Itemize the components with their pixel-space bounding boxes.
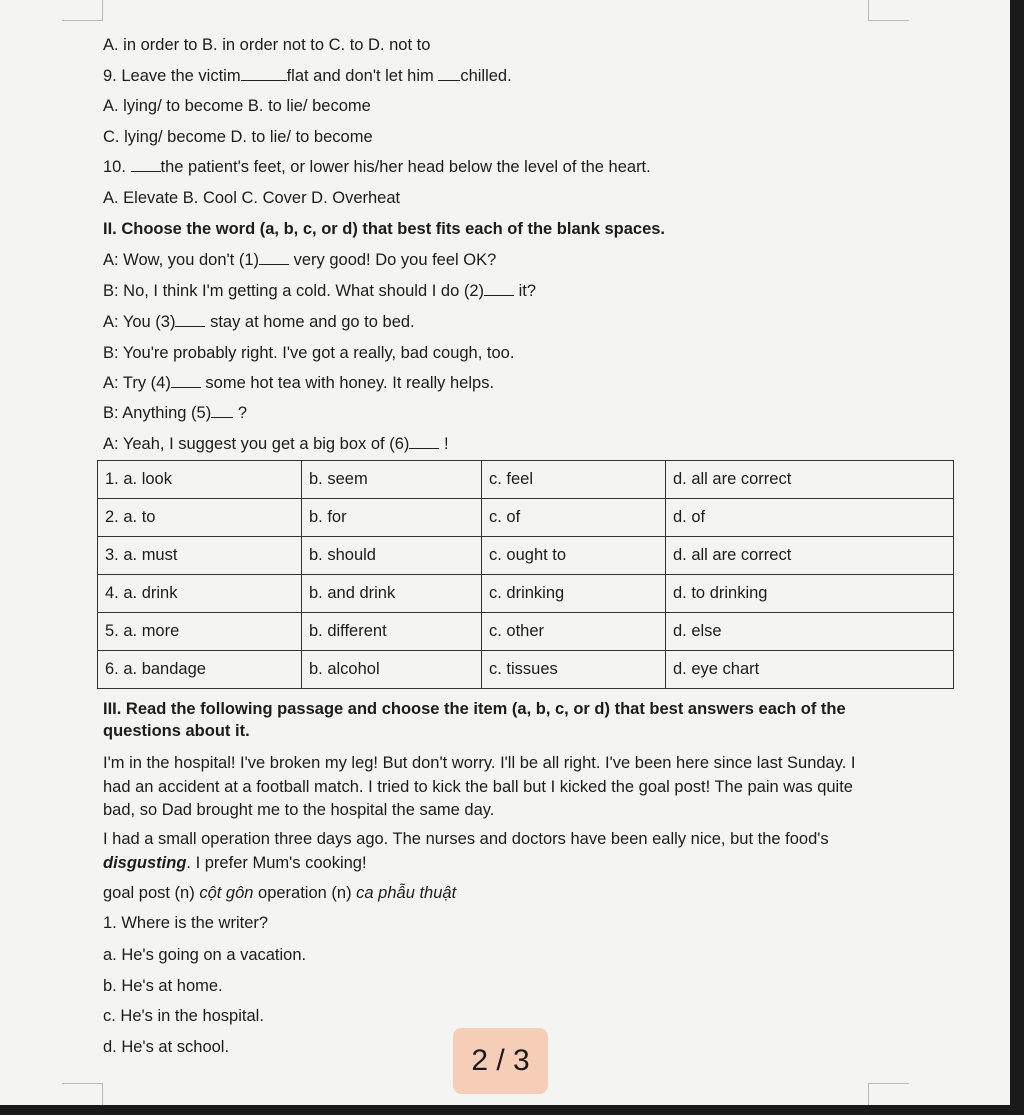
crop-mark <box>868 1083 909 1105</box>
table-cell: b. seem <box>302 461 482 499</box>
vocabulary-line: goal post (n) cột gôn operation (n) ca phẫu thuật <box>103 884 457 902</box>
table-cell: d. all are correct <box>666 461 954 499</box>
page-indicator: 2 / 3 <box>453 1028 548 1094</box>
table-cell: b. different <box>302 613 482 651</box>
answer-option: d. He's at school. <box>103 1038 230 1056</box>
table-cell: d. to drinking <box>666 575 954 613</box>
section-2-heading: II. Choose the word (a, b, c, or d) that best fits each of the blank spaces. <box>103 220 666 238</box>
dialogue-line: A: You (3) stay at home and go to bed. <box>103 313 415 331</box>
table-cell: c. of <box>482 499 666 537</box>
table-cell: b. and drink <box>302 575 482 613</box>
table-row <box>98 651 954 689</box>
table-cell: c. drinking <box>482 575 666 613</box>
table-cell: b. alcohol <box>302 651 482 689</box>
table-cell: c. feel <box>482 461 666 499</box>
dialogue-line: B: Anything (5) ? <box>103 404 247 422</box>
answer-option: a. He's going on a vacation. <box>103 946 307 964</box>
table-cell: d. of <box>666 499 954 537</box>
section-3-heading: III. Read the following passage and choose the item (a, b, c, or d) that best answers each of the questions about it. <box>103 700 846 740</box>
options-table <box>97 460 954 689</box>
passage-paragraph: I had a small operation three days ago. The nurses and doctors have been eally nice, but the food's disgusting. I prefer Mum's cooking! <box>103 830 829 872</box>
answer-option: b. He's at home. <box>103 977 223 995</box>
photo-edge <box>0 1105 1024 1115</box>
dialogue-line: B: No, I think I'm getting a cold. What should I do (2) it? <box>103 282 537 300</box>
table-cell: c. tissues <box>482 651 666 689</box>
table-cell: b. for <box>302 499 482 537</box>
question-1: 1. Where is the writer? <box>103 914 269 932</box>
dialogue-line: A: Try (4) some hot tea with honey. It really helps. <box>103 374 495 392</box>
answer-option: c. He's in the hospital. <box>103 1007 264 1025</box>
q10-options: A. Elevate B. Cool C. Cover D. Overheat <box>103 189 401 207</box>
table-cell: 5. a. more <box>98 613 302 651</box>
table-row <box>98 537 954 575</box>
table-cell: 3. a. must <box>98 537 302 575</box>
table-row <box>98 461 954 499</box>
question-9: 9. Leave the victim flat and don't let him chilled. <box>103 67 512 85</box>
q9-options-2: C. lying/ become D. to lie/ to become <box>103 128 373 146</box>
table-cell: d. all are correct <box>666 537 954 575</box>
q9-options-1: A. lying/ to become B. to lie/ become <box>103 97 371 115</box>
dialogue-line: A: Yeah, I suggest you get a big box of (6) ! <box>103 435 449 453</box>
passage-paragraph: I'm in the hospital! I've broken my leg! But don't worry. I'll be all right. I've been here since last Sunday. I had an accident at a football match. I tried to kick the ball but I kicked the goal post! The pain was quite bad, so Dad brought me to the hospital the same day. <box>103 754 856 819</box>
table-cell: c. ought to <box>482 537 666 575</box>
table-cell: b. should <box>302 537 482 575</box>
dialogue-line: B: You're probably right. I've got a really, bad cough, too. <box>103 344 515 362</box>
q8-options: A. in order to B. in order not to C. to D. not to <box>103 36 431 54</box>
table-cell: 4. a. drink <box>98 575 302 613</box>
table-cell: d. else <box>666 613 954 651</box>
table-row <box>98 575 954 613</box>
table-cell: c. other <box>482 613 666 651</box>
crop-mark <box>62 1083 103 1105</box>
table-cell: 6. a. bandage <box>98 651 302 689</box>
table-cell: 2. a. to <box>98 499 302 537</box>
question-10: 10. the patient's feet, or lower his/her head below the level of the heart. <box>103 158 651 176</box>
table-cell: d. eye chart <box>666 651 954 689</box>
crop-mark <box>868 0 909 21</box>
photo-edge <box>1010 0 1024 1115</box>
table-cell: 1. a. look <box>98 461 302 499</box>
crop-mark <box>62 0 103 21</box>
dialogue-line: A: Wow, you don't (1) very good! Do you feel OK? <box>103 251 497 269</box>
table-row <box>98 499 954 537</box>
table-row <box>98 613 954 651</box>
